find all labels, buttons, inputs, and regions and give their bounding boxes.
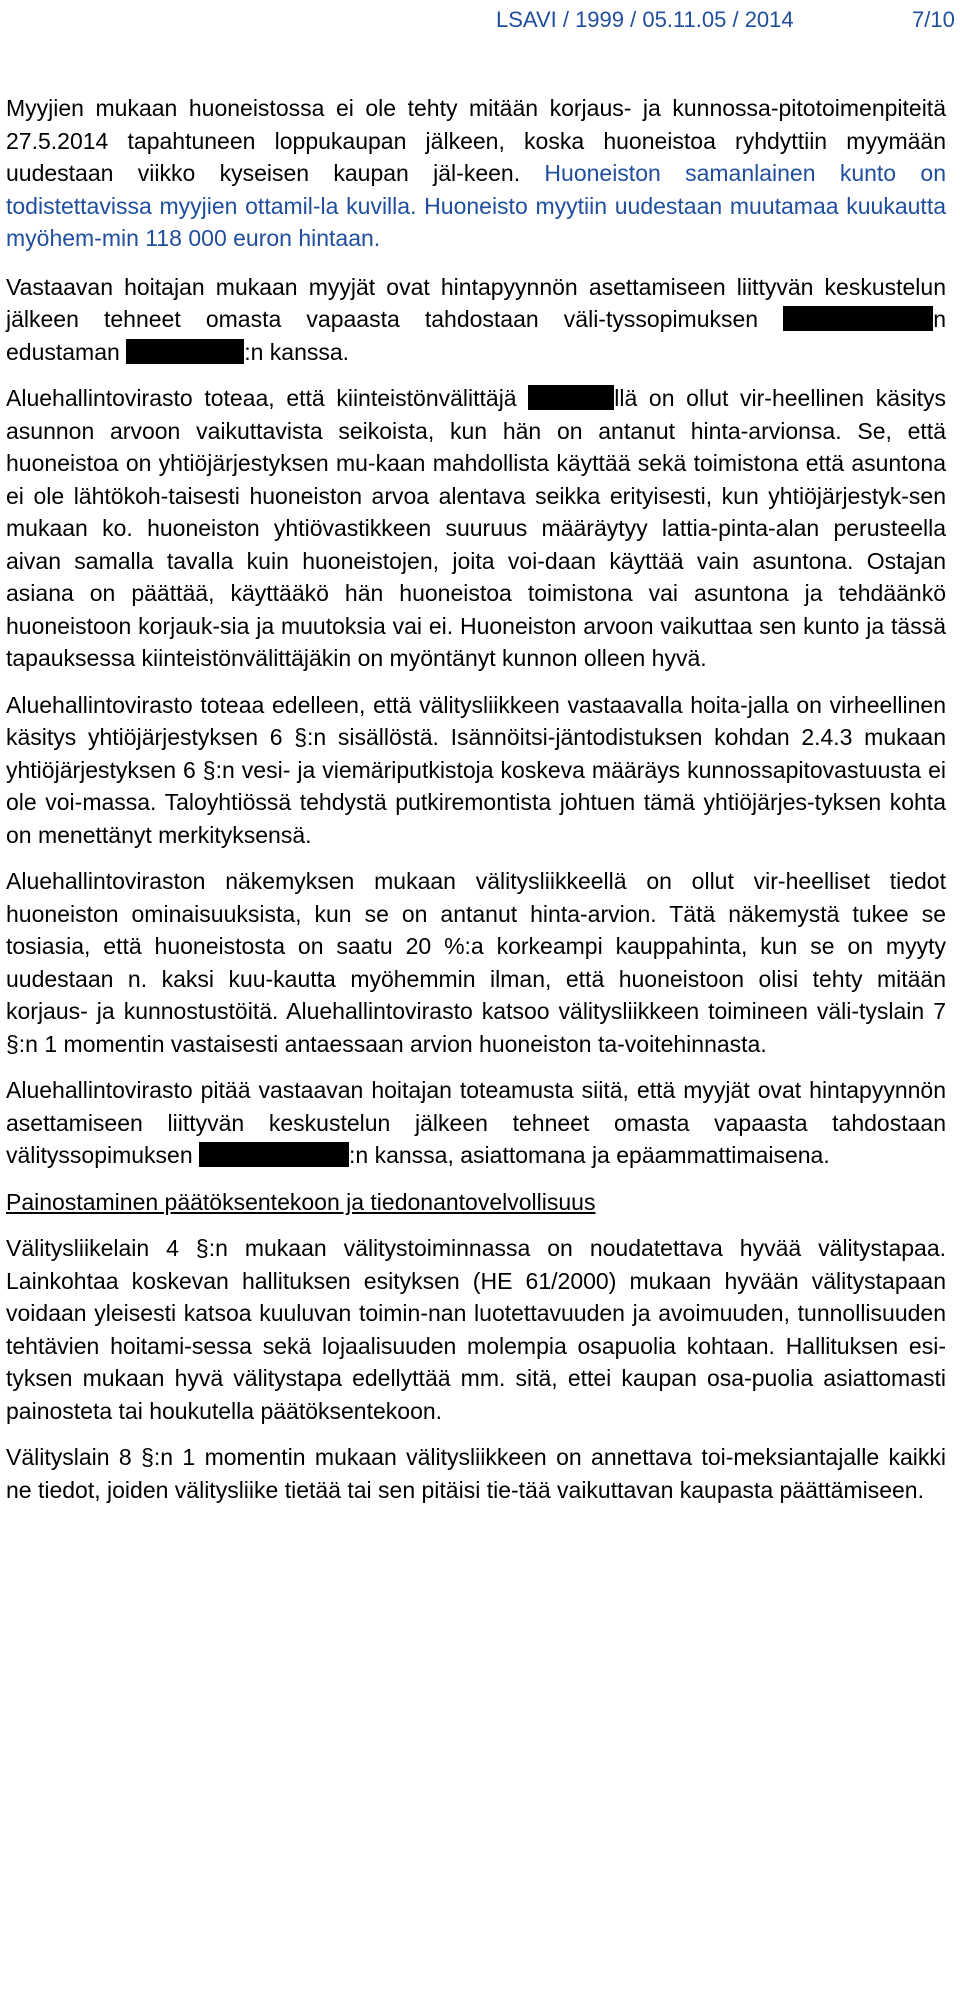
paragraph-4: Aluehallintovirasto toteaa edelleen, että välitysliikkeen vastaavalla hoita-jalla on virheellinen käsitys yhtiöjärjestyksen 6 §:n sisällöstä. Isännöitsi-jäntodistuksen kohdan 2.4.3 mukaan yhtiöjärjestyksen 6 §:n vesi- ja viemäriputkistoja koskeva määräys kunnossapitovastuusta ei ole voi-massa. Taloyhtiössä tehdystä putkiremontista johtuen tämä yhtiöjärjes-tyksen kohta on menettänyt merkityksensä.: [6, 691, 946, 848]
paragraph-3-text-a: Aluehallintovirasto toteaa, että kiinteistönvälittäjä: [6, 385, 529, 411]
paragraph-6-text-a: Aluehallintovirasto pitää vastaavan hoitajan toteamusta siitä, että myyjät ovat hintapyynnön asettamiseen liittyvän keskustelun jälkeen tehneet omasta vapaasta tahdostaan välityssopimuksen: [6, 1077, 946, 1168]
redaction-block: [126, 339, 244, 364]
paragraph-6: [6, 1074, 946, 1172]
paragraph-2-text-b: n edustaman: [6, 306, 946, 365]
redaction-block: [199, 1142, 349, 1167]
document-body: [6, 92, 946, 1520]
paragraph-5: Aluehallintoviraston näkemyksen mukaan välitysliikkeellä on ollut vir-heelliset tiedot huoneiston ominaisuuksista, kun se on antanut hinta-arvion. Tätä näkemystä tukee se tosiasia, että huoneistosta on saatu 20 %:a korkeampi kauppahinta, kun se on myyty uudestaan n. kaksi kuu-kautta myöhemmin ilman, että huoneistoon olisi tehty mitään korjaus- ja kunnostustöitä. Aluehallintovirasto katsoo välitysliikkeen toimineen väli-tyslain 7 §:n 1 momentin vastaisesti antaessaan arvion huoneiston ta-voitehinnasta.: [6, 868, 946, 1057]
page-number: 7/10: [912, 7, 955, 32]
paragraph-1-highlighted-text: Huoneiston samanlainen kunto on todistettavissa myyjien ottamil-la kuvilla. Huoneisto myytiin uudestaan muutamaa kuukautta myöhem-min 118 000 euron hintaan.: [6, 160, 947, 251]
section-heading: Painostaminen päätöksentekoon ja tiedonantovelvollisuus: [6, 1188, 596, 1215]
redaction-block: [783, 306, 933, 331]
paragraph-7: Välitysliikelain 4 §:n mukaan välitystoiminnassa on noudatettava hyvää välitystapaa. Lainkohtaa koskevan hallituksen esityksen (HE 61/2000) mukaan hyvään välitystapaan voidaan yleisesti katsoa kuuluvan toimin-nan luotettavuuden ja avoimuuden, tunnollisuuden tehtävien hoitami-sessa sekä lojaalisuuden molempia osapuolia kohtaan. Hallituksen esi-tyksen mukaan hyvä välitystapa edellyttää mm. sitä, ettei kaupan osa-puolia asiattomasti painosteta tai houkutella päätöksentekoon.: [6, 1235, 946, 1424]
paragraph-1: [6, 92, 946, 255]
document-reference: LSAVI / 1999 / 05.11.05 / 2014: [496, 7, 794, 32]
paragraph-6-text-b: :n kanssa, asiattomana ja epäammattimaisena.: [349, 1142, 830, 1168]
paragraph-2-text-c: :n kanssa.: [244, 338, 350, 365]
paragraph-3-text-b: llä on ollut vir-heellinen käsitys asunnon arvoon vaikuttavista seikoista, kun hän on antanut hinta-arvionsa. Se, että huoneistoa on yhtiöjärjestyksen mu-kaan mahdollista käyttää sekä toimistona että asuntona ei ole lähtökoh-taisesti huoneiston arvoa alentava seikka erityisesti, kun yhtiöjärjestyk-sen mukaan ko. huoneiston yhtiövastikkeen suuruus määräytyy lattia-pinta-alan perusteella aivan samalla tavalla kuin huoneistojen, joita voi-daan käyttää vain asuntona. Ostajan asiana on päättää, käyttääkö hän huoneistoa toimistona vai asuntona ja tehdäänkö huoneistoon korjauk-sia ja muutoksia vai ei. Huoneiston arvoon vaikuttaa sen kunto ja tässä tapauksessa kiinteistönvälittäjäkin on myöntänyt kunnon olleen hyvä.: [6, 385, 946, 671]
paragraph-1-text: Myyjien mukaan huoneistossa ei ole tehty mitään korjaus- ja kunnossa-pitotoimenpiteitä 27.5.2014 tapahtuneen loppukaupan jälkeen, koska huoneistoa ryhdyttiin myymään uudestaan viikko kyseisen kaupan jäl-keen.: [6, 95, 946, 186]
paragraph-2-text-a: Vastaavan hoitajan mukaan myyjät ovat hintapyynnön asettamiseen liittyvän keskustelun jälkeen tehneet omasta vapaasta tahdostaan väli-tyssopimuksen: [6, 273, 946, 332]
redaction-block: [528, 385, 614, 410]
paragraph-2: [6, 271, 946, 369]
paragraph-3: [6, 382, 946, 675]
paragraph-8: Välityslain 8 §:n 1 momentin mukaan välitysliikkeen on annettava toi-meksiantajalle kaikki ne tiedot, joiden välitysliike tietää tai sen pitäisi tie-tää vaikuttavan kaupasta päättämiseen.: [6, 1444, 946, 1503]
page-header: [0, 4, 960, 36]
